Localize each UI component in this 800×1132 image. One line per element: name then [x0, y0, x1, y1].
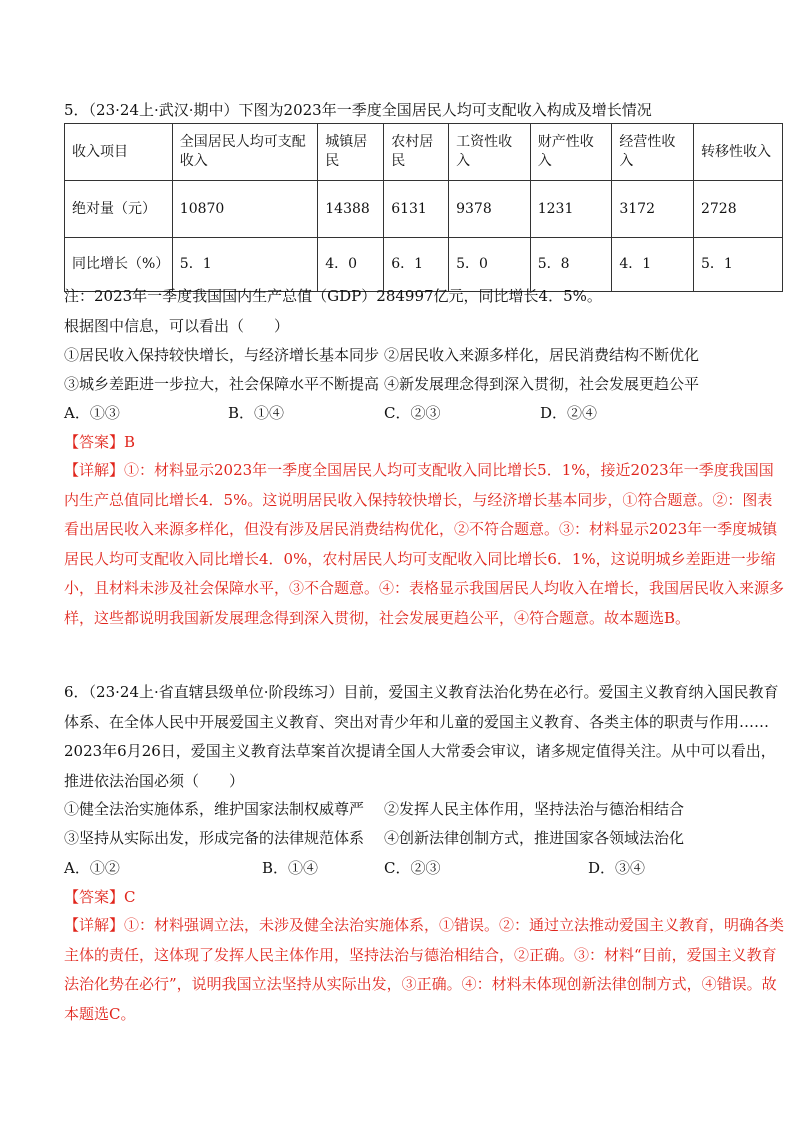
header-cell: 全国居民人均可支配收入 [172, 124, 317, 181]
header-cell: 经营性收入 [612, 124, 694, 181]
header-cell: 工资性收入 [449, 124, 531, 181]
q5-statement-2: ②居民收入来源多样化，居民消费结构不断优化 [384, 346, 700, 364]
q5-statement-1: ①居民收入保持较快增长，与经济增长基本同步 [64, 346, 380, 364]
table-cell: 5．1 [693, 238, 782, 292]
q5-note: 注：2023年一季度我国国内生产总值（GDP）284997亿元，同比增长4．5%。 [64, 287, 602, 305]
table-cell: 3172 [612, 181, 694, 238]
q6-statement-3: ③坚持从实际出发，形成完备的法律规范体系 [64, 829, 365, 847]
table-cell: 同比增长（%） [65, 238, 173, 292]
table-cell: 6131 [384, 181, 449, 238]
table-cell: 2728 [693, 181, 782, 238]
q5-option-c[interactable]: C．②③ [384, 404, 441, 422]
table-row [65, 181, 783, 238]
q6-statement-1: ①健全法治实施体系，维护国家法制权威尊严 [64, 800, 365, 818]
table-cell: 10870 [172, 181, 317, 238]
header-cell: 农村居民 [384, 124, 449, 181]
table-header-row [65, 124, 783, 181]
table-cell: 9378 [449, 181, 531, 238]
q6-stem: 6．（23·24上·省直辖县级单位·阶段练习）目前，爱国主义教育法治化势在必行。爱国主义教育纳入国民教育体系、在全体人民中开展爱国主义教育、突出对青少年和儿童的爱国主义教育、各类主体的职责与作用……2023年6月26日，爱国主义教育法草案首次提请全国人大常委会审议，诸多规定值得关注。从中可以看出，推进依法治国必须（ ） [64, 683, 779, 790]
q5-title: 5．（23·24上·武汉·期中）下图为2023年一季度全国居民人均可支配收入构成及增长情况 [64, 101, 652, 119]
table-cell: 6．1 [384, 238, 449, 292]
q5-statement-4: ④新发展理念得到深入贯彻，社会发展更趋公平 [384, 375, 700, 393]
income-table [64, 123, 783, 292]
q6-option-a[interactable]: A．①② [64, 859, 120, 877]
table-cell: 5．8 [530, 238, 612, 292]
header-cell: 财产性收入 [530, 124, 612, 181]
table-cell: 5．0 [449, 238, 531, 292]
q5-answer: 【答案】B [64, 433, 136, 451]
q6-option-b[interactable]: B．①④ [262, 859, 319, 877]
header-cell: 转移性收入 [693, 124, 782, 181]
q5-analysis: 【详解】①：材料显示2023年一季度全国居民人均可支配收入同比增长5．1%，接近2023年一季度我国国内生产总值同比增长4．5%。这说明居民收入保持较快增长，与经济增长基本同步，①符合题意。②：图表看出居民收入来源多样化，但没有涉及居民消费结构优化，②不符合题意。③：材料显示2023年一季度城镇居民人均可支配收入同比增长4．0%，农村居民人均可支配收入同比增长6．1%，这说明城乡差距进一步缩小，且材料未涉及社会保障水平，③不合题意。④：表格显示我国居民人均收入在增长，我国居民收入来源多样，这些都说明我国新发展理念得到深入贯彻，社会发展更趋公平，④符合题意。故本题选B。 [64, 461, 785, 627]
q5-option-d[interactable]: D．②④ [540, 404, 598, 422]
table-row [65, 238, 783, 292]
table-cell: 绝对量（元） [65, 181, 173, 238]
q6-option-d[interactable]: D．③④ [588, 859, 646, 877]
q6-option-c[interactable]: C．②③ [384, 859, 441, 877]
table-cell: 14388 [318, 181, 384, 238]
table-cell: 5．1 [172, 238, 317, 292]
table-cell: 4．1 [612, 238, 694, 292]
q5-prompt: 根据图中信息，可以看出（ ） [64, 317, 290, 335]
table-cell: 4．0 [318, 238, 384, 292]
q5-option-a[interactable]: A．①③ [64, 404, 120, 422]
table-cell: 1231 [530, 181, 612, 238]
q6-answer: 【答案】C [64, 888, 136, 906]
q5-option-b[interactable]: B．①④ [228, 404, 285, 422]
header-cell: 城镇居民 [318, 124, 384, 181]
header-cell: 收入项目 [65, 124, 173, 181]
q5-statement-3: ③城乡差距进一步拉大，社会保障水平不断提高 [64, 375, 380, 393]
q6-statement-2: ②发挥人民主体作用，坚持法治与德治相结合 [384, 800, 685, 818]
q6-analysis: 【详解】①：材料强调立法，未涉及健全法治实施体系，①错误。②：通过立法推动爱国主义教育，明确各类主体的责任，这体现了发挥人民主体作用，坚持法治与德治相结合，②正确。③：材料“目前，爱国主义教育法治化势在必行”，说明我国立法坚持从实际出发，③正确。④：材料未体现创新法律创制方式，④错误。故本题选C。 [64, 916, 785, 1023]
q6-statement-4: ④创新法律创制方式，推进国家各领域法治化 [384, 829, 685, 847]
